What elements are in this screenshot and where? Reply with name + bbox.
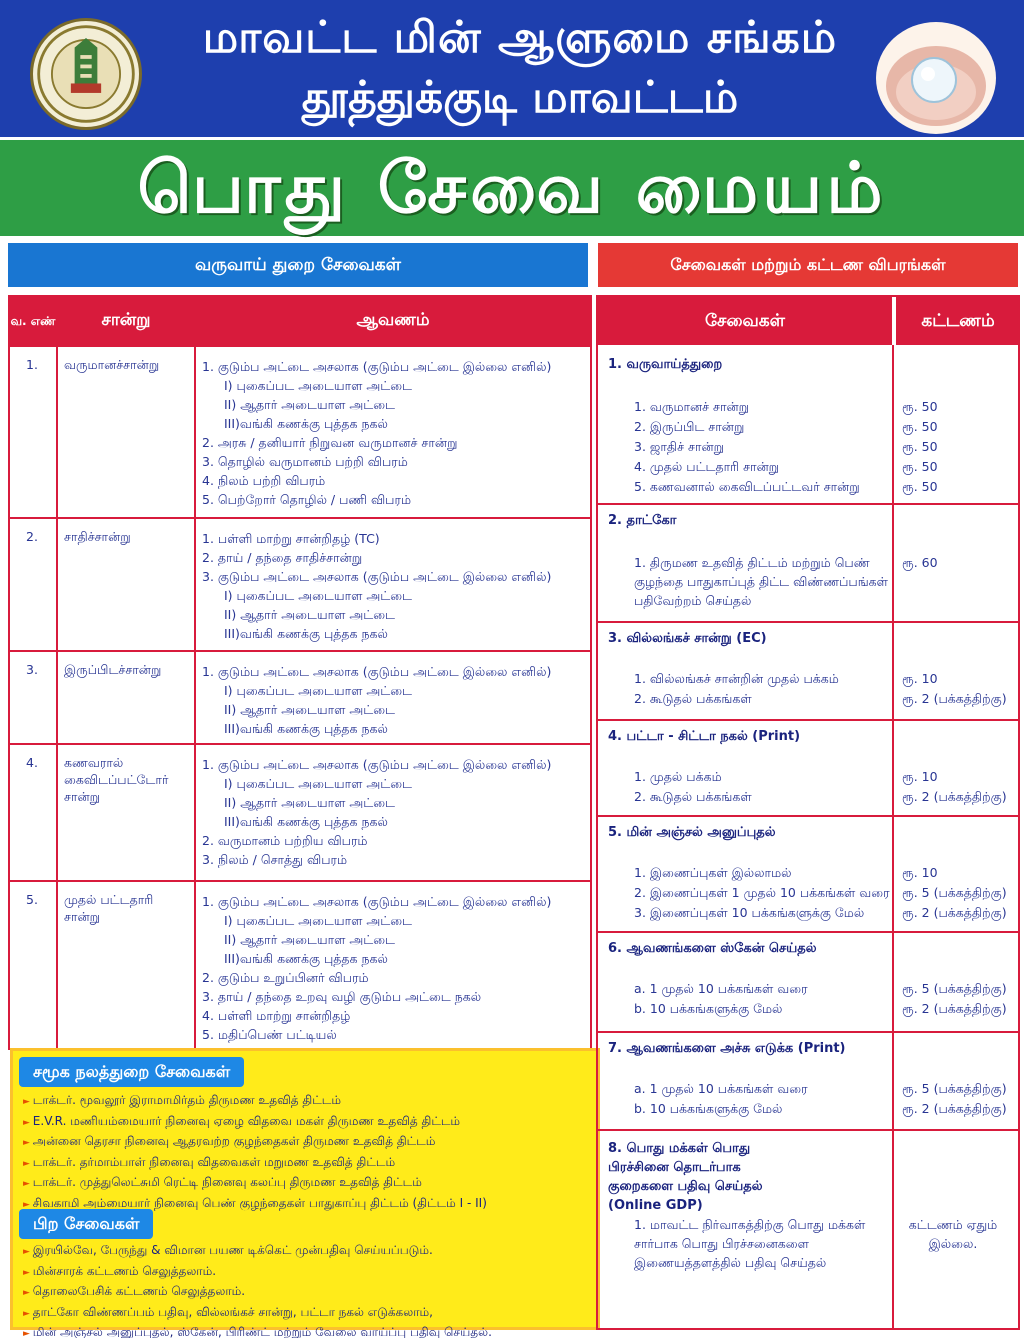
document-item: 3. நிலம் / சொத்து விபரம் — [202, 852, 348, 867]
fee-item: 1. இணைப்புகள் இல்லாமல் — [634, 865, 792, 880]
fee-amount: ரூ. 50 — [902, 419, 938, 434]
society-name: மாவட்ட மின் ஆளுமை சங்கம் — [202, 12, 838, 63]
list-item: ► E.V.R. மணியம்மையார் நினைவு ஏழை விதவை மகள் திருமண உதவித் திட்டம் — [23, 1112, 591, 1133]
document-item: III)வங்கி கணக்கு புத்தக நகல் — [224, 416, 388, 431]
fee-amount: ரூ. 50 — [902, 399, 938, 414]
fee-item: 1. முதல் பக்கம் — [634, 769, 722, 784]
table-row — [9, 744, 591, 881]
col-fee: கட்டணம் — [896, 297, 1020, 345]
document-item: 2. அரசு / தனியார் நிறுவன வருமானச் சான்று — [202, 435, 458, 450]
document-list — [195, 518, 591, 651]
document-item: 4. பள்ளி மாற்று சான்றிதழ் — [202, 1008, 351, 1023]
list-item: ► மின்சாரக் கட்டணம் செலுத்தலாம். — [23, 1262, 591, 1283]
pearl-shell-logo — [876, 22, 996, 134]
fee-amount: ரூ. 2 (பக்கத்திற்கு) — [902, 1101, 1007, 1116]
list-item: ► மின் அஞ்சல் அனுப்புதல், ஸ்கேன், பிரிண்ட் மற்றும் வேலை வாய்ப்பு பதிவு செய்தல். — [23, 1323, 591, 1338]
certificate-name: கணவரால் கைவிடப்பட்டோர் சான்று — [57, 744, 195, 881]
fee-item: 1. மாவட்ட நிர்வாகத்திற்கு பொது மக்கள் சார்பாக பொது பிரச்சனைகளை இணையத்தளத்தில் பதிவு செய்தல் — [634, 1217, 866, 1270]
fee-item: 4. முதல் பட்டதாரி சான்று — [634, 459, 780, 474]
document-item: 2. வருமானம் பற்றிய விபரம் — [202, 833, 368, 848]
fee-item: 1. வருமானச் சான்று — [634, 399, 750, 414]
document-item: 1. பள்ளி மாற்று சான்றிதழ் (TC) — [202, 531, 380, 546]
fee-section-title: 3. வில்லங்கச் சான்று (EC) — [608, 631, 767, 646]
document-item: II) ஆதார் அடையாள அட்டை — [224, 702, 395, 717]
section-divider — [598, 503, 892, 505]
row-number: 3. — [9, 651, 57, 744]
document-item: 3. தாய் / தந்தை உறவு வழி குடும்ப அட்டை நகல் — [202, 989, 482, 1004]
list-item: ► சிவகாமி அம்மையார் நினைவு பெண் குழந்தைகள் பாதுகாப்பு திட்டம் (திட்டம் I - II) — [23, 1194, 591, 1215]
document-item: 1. குடும்ப அட்டை அசலாக (குடும்ப அட்டை இல்லை எனில்) — [202, 757, 552, 772]
document-item: I) புகைப்பட அடையாள அட்டை — [224, 588, 412, 603]
fee-amount: ரூ. 2 (பக்கத்திற்கு) — [902, 691, 1007, 706]
fee-section-title: 1. வருவாய்த்துறை — [608, 357, 723, 372]
fees-heading: சேவைகள் மற்றும் கட்டண விபரங்கள் — [598, 243, 1018, 287]
list-item: ► தாட்கோ விண்ணப்பம் பதிவு, வில்லங்கச் சான்று, பட்டா நகல் எடுக்கலாம், — [23, 1303, 591, 1324]
other-services-heading: பிற சேவைகள் — [19, 1209, 153, 1239]
list-item: ► டாக்டர். முத்துலெட்சுமி ரெட்டி நினைவு கலப்பு திருமண உதவித் திட்டம் — [23, 1173, 591, 1194]
table-row — [9, 881, 591, 1049]
section-divider — [894, 1031, 1020, 1033]
section-divider — [894, 815, 1020, 817]
certificate-name: முதல் பட்டதாரி சான்று — [57, 881, 195, 1049]
section-divider — [598, 931, 892, 933]
table-row — [9, 518, 591, 651]
fee-amount: ரூ. 50 — [902, 479, 938, 494]
table-row — [9, 651, 591, 744]
fee-section-title: 5. மின் அஞ்சல் அனுப்புதல் — [608, 825, 776, 840]
fee-amount: ரூ. 2 (பக்கத்திற்கு) — [902, 1001, 1007, 1016]
fee-amount: ரூ. 60 — [902, 555, 938, 570]
fee-section-title: 8. பொது மக்கள் பொது பிரச்சினை தொடர்பாக குறைகளை பதிவு செய்தல் (Online GDP) — [608, 1141, 763, 1213]
other-services-list — [23, 1241, 591, 1338]
row-number: 5. — [9, 881, 57, 1049]
fee-item: a. 1 முதல் 10 பக்கங்கள் வரை — [634, 981, 808, 996]
header-banner — [0, 0, 1024, 140]
row-number: 2. — [9, 518, 57, 651]
document-item: 2. குடும்ப உறுப்பினர் விபரம் — [202, 970, 369, 985]
fee-item: 2. கூடுதல் பக்கங்கள் — [634, 789, 752, 804]
col-documents: ஆவணம் — [195, 296, 591, 346]
fee-item: b. 10 பக்கங்களுக்கு மேல் — [634, 1001, 783, 1016]
document-list — [195, 346, 591, 518]
fee-item: a. 1 முதல் 10 பக்கங்கள் வரை — [634, 1081, 808, 1096]
document-item: III)வங்கி கணக்கு புத்தக நகல் — [224, 951, 388, 966]
document-item: III)வங்கி கணக்கு புத்தக நகல் — [224, 626, 388, 641]
section-divider — [598, 1031, 892, 1033]
fee-amount: ரூ. 10 — [902, 865, 938, 880]
document-list — [195, 744, 591, 881]
fee-section-title: 4. பட்டா - சிட்டா நகல் (Print) — [608, 729, 801, 744]
document-item: 5. மதிப்பெண் பட்டியல் — [202, 1027, 337, 1042]
fee-amount: ரூ. 5 (பக்கத்திற்கு) — [902, 981, 1007, 996]
revenue-table — [8, 295, 592, 1050]
social-welfare-heading: சமூக நலத்துறை சேவைகள் — [19, 1057, 244, 1087]
document-item: III)வங்கி கணக்கு புத்தக நகல் — [224, 721, 388, 736]
district-name: தூத்துக்குடி மாவட்டம் — [301, 72, 739, 123]
tamil-nadu-seal-logo — [30, 18, 142, 130]
section-divider — [894, 621, 1020, 623]
col-number: வ. எண் — [9, 296, 57, 346]
section-divider — [598, 719, 892, 721]
fee-amount: ரூ. 10 — [902, 671, 938, 686]
document-item: I) புகைப்பட அடையாள அட்டை — [224, 683, 412, 698]
page-title: பொது சேவை மையம் — [137, 147, 887, 229]
document-item: I) புகைப்பட அடையாள அட்டை — [224, 913, 412, 928]
document-item: 2. தாய் / தந்தை சாதிச்சான்று — [202, 550, 363, 565]
document-item: 4. நிலம் பற்றி விபரம் — [202, 473, 326, 488]
title-banner — [0, 140, 1024, 236]
document-item: I) புகைப்பட அடையாள அட்டை — [224, 378, 412, 393]
welfare-services-panel — [10, 1048, 600, 1338]
list-item: ► அன்னை தெரசா நினைவு ஆதரவற்ற குழந்தைகள் திருமண உதவித் திட்டம் — [23, 1132, 591, 1153]
fee-item: 2. இணைப்புகள் 1 முதல் 10 பக்கங்கள் வரை — [634, 885, 890, 900]
fee-item: b. 10 பக்கங்களுக்கு மேல் — [634, 1101, 783, 1116]
section-divider — [894, 931, 1020, 933]
document-item: II) ஆதார் அடையாள அட்டை — [224, 397, 395, 412]
fee-item: 2. இருப்பிட சான்று — [634, 419, 745, 434]
certificate-name: சாதிச்சான்று — [57, 518, 195, 651]
fee-amount: ரூ. 50 — [902, 439, 938, 454]
row-number: 4. — [9, 744, 57, 881]
document-item: II) ஆதார் அடையாள அட்டை — [224, 607, 395, 622]
fee-section-title: 7. ஆவணங்களை அச்சு எடுக்க (Print) — [608, 1041, 846, 1056]
certificate-name: வருமானச்சான்று — [57, 346, 195, 518]
col-services: சேவைகள் — [598, 297, 892, 345]
list-item: ► டாக்டர். தர்மாம்பாள் நினைவு விதவைகள் மறுமண உதவித் திட்டம் — [23, 1153, 591, 1174]
document-item: III)வங்கி கணக்கு புத்தக நகல் — [224, 814, 388, 829]
section-divider — [598, 815, 892, 817]
fees-table — [596, 295, 1020, 1330]
document-item: II) ஆதார் அடையாள அட்டை — [224, 795, 395, 810]
document-list — [195, 881, 591, 1049]
document-list — [195, 651, 591, 744]
fee-item: 1. வில்லங்கச் சான்றின் முதல் பக்கம் — [634, 671, 839, 686]
fee-amount: கட்டணம் ஏதும் இல்லை. — [908, 1217, 998, 1251]
list-item: ► இரயில்வே, பேருந்து & விமான பயண டிக்கெட் முன்பதிவு செய்யப்படும். — [23, 1241, 591, 1262]
fee-amount: ரூ. 2 (பக்கத்திற்கு) — [902, 789, 1007, 804]
fee-item: 5. கணவனால் கைவிடப்பட்டவர் சான்று — [634, 479, 860, 494]
fee-amount: ரூ. 2 (பக்கத்திற்கு) — [902, 905, 1007, 920]
column-divider — [892, 345, 894, 1330]
fee-item: 3. இணைப்புகள் 10 பக்கங்களுக்கு மேல் — [634, 905, 865, 920]
document-item: 5. பெற்றோர் தொழில் / பணி விபரம் — [202, 492, 412, 507]
fee-item: 3. ஜாதிச் சான்று — [634, 439, 725, 454]
document-item: 3. குடும்ப அட்டை அசலாக (குடும்ப அட்டை இல்லை எனில்) — [202, 569, 552, 584]
fee-amount: ரூ. 50 — [902, 459, 938, 474]
document-item: 1. குடும்ப அட்டை அசலாக (குடும்ப அட்டை இல்லை எனில்) — [202, 359, 552, 374]
col-certificate: சான்று — [57, 296, 195, 346]
fee-amount: ரூ. 5 (பக்கத்திற்கு) — [902, 1081, 1007, 1096]
revenue-services-heading: வருவாய் துறை சேவைகள் — [8, 243, 588, 287]
social-welfare-list — [23, 1091, 591, 1214]
document-item: 1. குடும்ப அட்டை அசலாக (குடும்ப அட்டை இல்லை எனில்) — [202, 894, 552, 909]
fee-section-title: 2. தாட்கோ — [608, 513, 677, 528]
section-divider — [598, 621, 892, 623]
list-item: ► தொலைபேசிக் கட்டணம் செலுத்தலாம். — [23, 1282, 591, 1303]
row-number: 1. — [9, 346, 57, 518]
fee-section-title: 6. ஆவணங்களை ஸ்கேன் செய்தல் — [608, 941, 817, 956]
fee-amount: ரூ. 5 (பக்கத்திற்கு) — [902, 885, 1007, 900]
list-item: ► டாக்டர். மூவலூர் இராமாமிர்தம் திருமண உதவித் திட்டம் — [23, 1091, 591, 1112]
section-divider — [894, 1129, 1020, 1131]
fee-amount: ரூ. 10 — [902, 769, 938, 784]
section-divider — [894, 719, 1020, 721]
fee-item: 1. திருமண உதவித் திட்டம் மற்றும் பெண் குழந்தை பாதுகாப்புத் திட்ட விண்ணப்பங்கள் பதிவேற்றம் செய்தல் — [634, 555, 888, 608]
certificate-name: இருப்பிடச்சான்று — [57, 651, 195, 744]
document-item: II) ஆதார் அடையாள அட்டை — [224, 932, 395, 947]
section-divider — [598, 1129, 892, 1131]
table-row — [9, 346, 591, 518]
fee-item: 2. கூடுதல் பக்கங்கள் — [634, 691, 752, 706]
section-divider — [894, 503, 1020, 505]
document-item: I) புகைப்பட அடையாள அட்டை — [224, 776, 412, 791]
document-item: 3. தொழில் வருமானம் பற்றி விபரம் — [202, 454, 408, 469]
document-item: 1. குடும்ப அட்டை அசலாக (குடும்ப அட்டை இல்லை எனில்) — [202, 664, 552, 679]
